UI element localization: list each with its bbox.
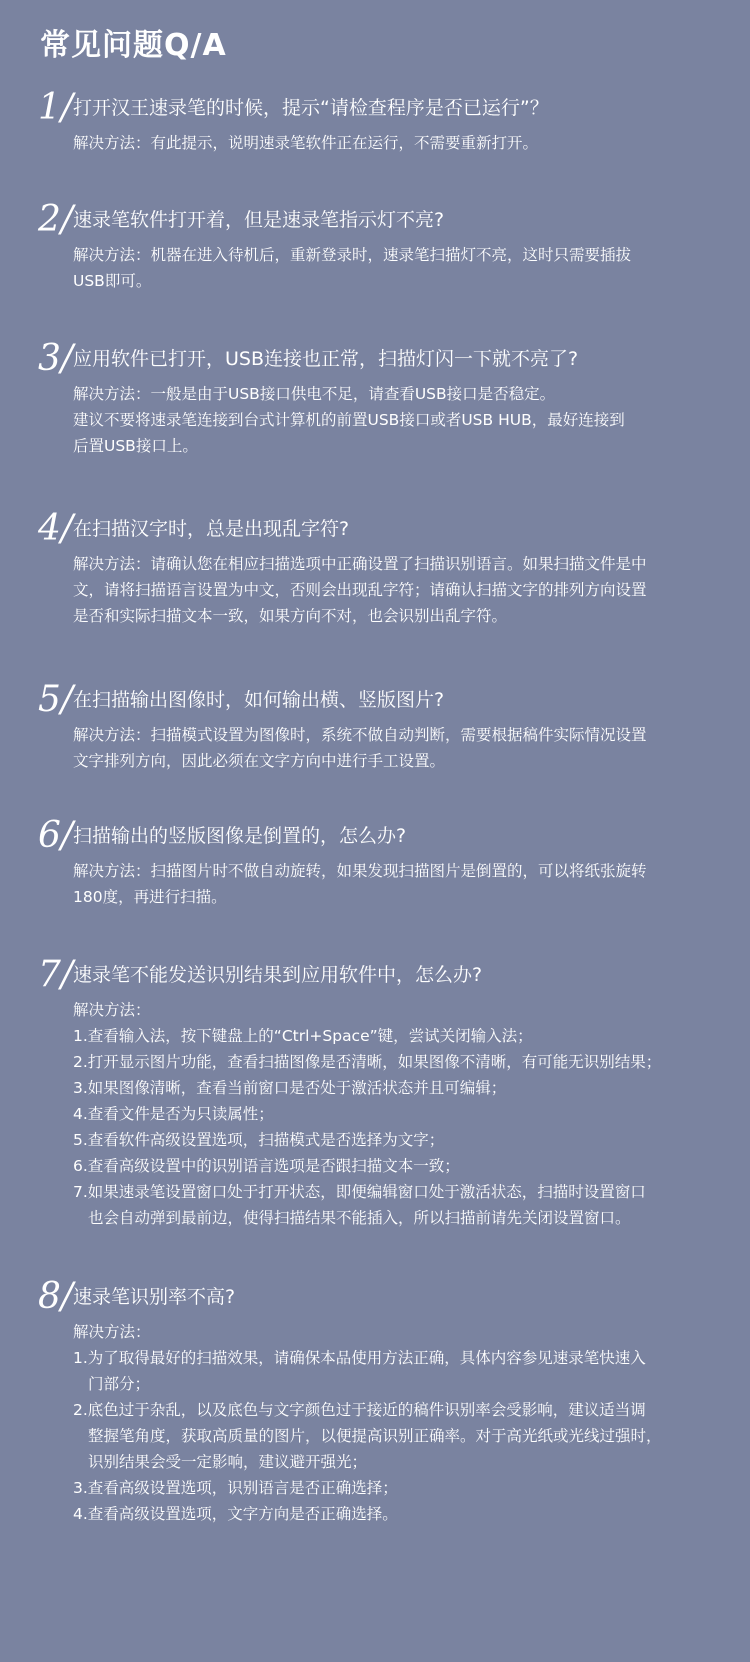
answer-line: 解决方法：机器在进入待机后，重新登录时，速录笔扫描灯不亮，这时只需要插拔: [73, 246, 632, 264]
answer-line: 4.查看高级设置选项，文字方向是否正确选择。: [73, 1505, 398, 1523]
question-row: [38, 1277, 738, 1317]
question-number: 6/: [38, 815, 74, 856]
answer-line: 解决方法：请确认您在相应扫描选项中正确设置了扫描识别语言。如果扫描文件是中: [73, 555, 647, 573]
answer-block: [73, 130, 713, 156]
question-row: [38, 509, 738, 549]
answer-block: [73, 858, 713, 910]
question-text: 在扫描输出图像时，如何输出横、竖版图片?: [73, 689, 445, 711]
answer-line: 解决方法：: [73, 1001, 151, 1019]
answer-line: 解决方法：: [73, 1323, 151, 1341]
question-number: 1/: [38, 87, 74, 128]
answer-line: USB即可。: [73, 272, 152, 290]
answer-line: 文，请将扫描语言设置为中文，否则会出现乱字符；请确认扫描文字的排列方向设置: [73, 581, 647, 599]
answer-block: [73, 1319, 713, 1527]
answer-line: 2.底色过于杂乱，以及底色与文字颜色过于接近的稿件识别率会受影响，建议适当调: [73, 1401, 646, 1419]
answer-line: 识别结果会受一定影响，建议避开强光；: [88, 1453, 368, 1471]
answer-line: 180度，再进行扫描。: [73, 888, 227, 906]
question-row: [38, 339, 738, 379]
question-row: [38, 88, 738, 128]
answer-line: 文字排列方向，因此必须在文字方向中进行手工设置。: [73, 752, 446, 770]
question-row: [38, 955, 738, 995]
question-row: [38, 816, 738, 856]
page-title: 常见问题Q/A: [40, 28, 227, 63]
answer-line: 3.查看高级设置选项，识别语言是否正确选择；: [73, 1479, 398, 1497]
answer-block: [73, 381, 713, 459]
answer-line: 3.如果图像清晰，查看当前窗口是否处于激活状态并且可编辑；: [73, 1079, 507, 1097]
question-number: 7/: [38, 954, 74, 995]
answer-line: 5.查看软件高级设置选项，扫描模式是否选择为文字；: [73, 1131, 445, 1149]
question-number: 3/: [38, 338, 74, 379]
question-number: 5/: [38, 679, 74, 720]
question-text: 速录笔不能发送识别结果到应用软件中，怎么办?: [73, 964, 483, 986]
question-text: 应用软件已打开，USB连接也正常，扫描灯闪一下就不亮了?: [73, 348, 579, 370]
answer-line: 解决方法：有此提示，说明速录笔软件正在运行，不需要重新打开。: [73, 134, 539, 152]
answer-line: 1.为了取得最好的扫描效果，请确保本品使用方法正确，具体内容参见速录笔快速入: [73, 1349, 646, 1367]
question-text: 速录笔识别率不高?: [73, 1286, 236, 1308]
question-text: 打开汉王速录笔的时候，提示“请检查程序是否已运行”？: [73, 97, 549, 119]
question-row: [38, 680, 738, 720]
answer-block: [73, 242, 713, 294]
answer-line: 6.查看高级设置中的识别语言选项是否跟扫描文本一致；: [73, 1157, 460, 1175]
answer-line: 2.打开显示图片功能，查看扫描图像是否清晰，如果图像不清晰，有可能无识别结果；: [73, 1053, 662, 1071]
answer-line: 是否和实际扫描文本一致，如果方向不对，也会识别出乱字符。: [73, 607, 508, 625]
question-number: 8/: [38, 1276, 74, 1317]
answer-line: 解决方法：扫描模式设置为图像时，系统不做自动判断，需要根据稿件实际情况设置: [73, 726, 647, 744]
answer-line: 1.查看输入法，按下键盘上的“Ctrl+Space”键，尝试关闭输入法；: [73, 1027, 533, 1045]
answer-line: 7.如果速录笔设置窗口处于打开状态，即便编辑窗口处于激活状态，扫描时设置窗口: [73, 1183, 646, 1201]
question-number: 2/: [38, 199, 74, 240]
answer-line: 后置USB接口上。: [73, 437, 198, 455]
answer-line: 解决方法：一般是由于USB接口供电不足，请查看USB接口是否稳定。: [73, 385, 556, 403]
answer-block: [73, 997, 713, 1231]
question-text: 在扫描汉字时，总是出现乱字符?: [73, 518, 350, 540]
question-text: 扫描输出的竖版图像是倒置的，怎么办?: [73, 825, 407, 847]
answer-line: 4.查看文件是否为只读属性；: [73, 1105, 274, 1123]
question-number: 4/: [38, 508, 74, 549]
answer-line: 建议不要将速录笔连接到台式计算机的前置USB接口或者USB HUB，最好连接到: [73, 411, 625, 429]
answer-line: 也会自动弹到最前边，使得扫描结果不能插入，所以扫描前请先关闭设置窗口。: [88, 1209, 631, 1227]
question-text: 速录笔软件打开着，但是速录笔指示灯不亮?: [73, 209, 445, 231]
answer-block: [73, 551, 713, 629]
answer-line: 整握笔角度，获取高质量的图片，以便提高识别正确率。对于高光纸或光线过强时，: [88, 1427, 662, 1445]
answer-line: 解决方法：扫描图片时不做自动旋转，如果发现扫描图片是倒置的，可以将纸张旋转: [73, 862, 647, 880]
answer-line: 门部分；: [88, 1375, 151, 1393]
answer-block: [73, 722, 713, 774]
question-row: [38, 200, 738, 240]
